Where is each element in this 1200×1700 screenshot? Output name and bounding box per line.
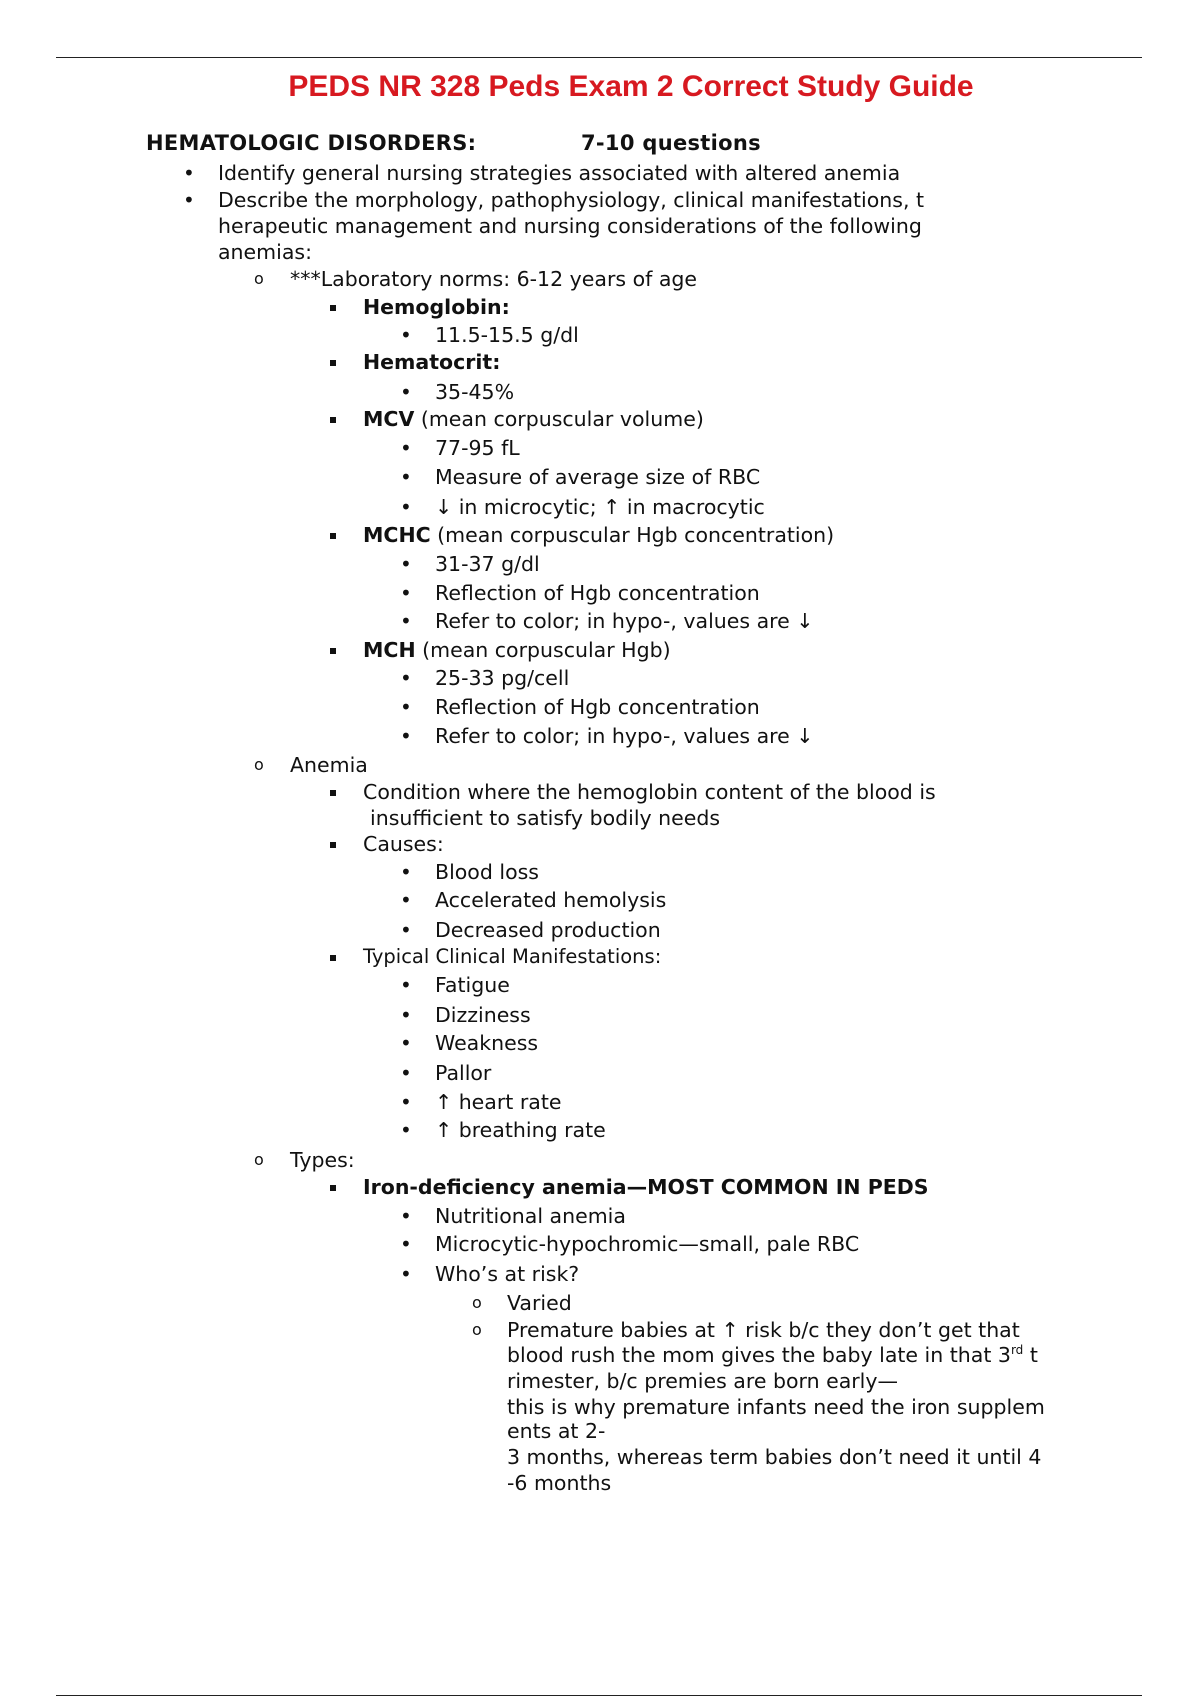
hematocrit-value: 35-45% bbox=[435, 380, 515, 404]
mchc-desc: (mean corpuscular Hgb concentration) bbox=[430, 523, 835, 547]
bullet-dot: • bbox=[400, 1061, 412, 1085]
risk-premature-line-7: -6 months bbox=[507, 1471, 612, 1495]
mchc-label bbox=[363, 522, 834, 548]
manifestations-label: Typical Clinical Manifestations: bbox=[363, 945, 662, 968]
bullet-dot: • bbox=[400, 860, 412, 884]
mchc-item: 31-37 g/dl bbox=[435, 552, 540, 576]
bullet-dot: • bbox=[400, 495, 412, 519]
section-heading bbox=[146, 131, 761, 155]
bullet-square bbox=[330, 955, 336, 961]
bullet-circle: o bbox=[254, 1150, 264, 1169]
mch-item: Reflection of Hgb concentration bbox=[435, 695, 760, 719]
mchc-abbr: MCHC bbox=[363, 523, 431, 547]
mchc-item: Refer to color; in hypo-, values are ↓ bbox=[435, 609, 814, 633]
bullet-square bbox=[330, 305, 336, 311]
bullet-dot: • bbox=[400, 1031, 412, 1055]
risk-premature-line-5: ents at 2- bbox=[507, 1419, 606, 1443]
anemia-definition-line-2: insufficient to satisfy bodily needs bbox=[370, 806, 721, 830]
mcv-label bbox=[363, 406, 704, 432]
bullet-dot: • bbox=[400, 436, 412, 460]
manifestation-item: ↑ heart rate bbox=[435, 1090, 562, 1114]
hemoglobin-label: Hemoglobin: bbox=[363, 295, 510, 319]
anemia-label: Anemia bbox=[290, 753, 368, 777]
lab-norms-label: ***Laboratory norms: 6-12 years of age bbox=[290, 267, 698, 291]
bullet-dot: • bbox=[400, 695, 412, 719]
hemoglobin-value: 11.5-15.5 g/dl bbox=[435, 323, 579, 347]
manifestation-item: ↑ breathing rate bbox=[435, 1118, 606, 1142]
section-heading-label: HEMATOLOGIC DISORDERS: bbox=[146, 131, 477, 155]
objective-1: Identify general nursing strategies associated with altered anemia bbox=[218, 161, 901, 185]
bullet-dot: • bbox=[400, 380, 412, 404]
bullet-dot: • bbox=[400, 1204, 412, 1228]
manifestation-item: Dizziness bbox=[435, 1003, 531, 1027]
bullet-dot: • bbox=[400, 1262, 412, 1286]
bullet-square bbox=[330, 842, 336, 848]
mch-abbr: MCH bbox=[363, 638, 416, 662]
bullet-circle: o bbox=[254, 755, 264, 774]
bullet-square bbox=[330, 360, 336, 366]
bullet-dot: • bbox=[400, 609, 412, 633]
iron-deficiency-item: Nutritional anemia bbox=[435, 1204, 626, 1228]
bullet-dot: • bbox=[400, 1118, 412, 1142]
iron-deficiency-item: Who’s at risk? bbox=[435, 1262, 580, 1286]
hematocrit-label: Hematocrit: bbox=[363, 350, 501, 374]
bullet-dot: • bbox=[400, 1003, 412, 1027]
ordinal-suffix: rd bbox=[1010, 1343, 1024, 1358]
question-count: 7-10 questions bbox=[581, 131, 761, 155]
bullet-dot: • bbox=[400, 666, 412, 690]
bullet-circle: o bbox=[472, 1320, 482, 1339]
objective-2-line-2: herapeutic management and nursing considerations of the following bbox=[218, 214, 922, 238]
anemia-definition-line-1: Condition where the hemoglobin content of the blood is bbox=[363, 780, 936, 804]
mch-item: Refer to color; in hypo-, values are ↓ bbox=[435, 724, 814, 748]
risk-premature-line-4: this is why premature infants need the iron supplem bbox=[507, 1395, 1045, 1419]
types-label: Types: bbox=[290, 1148, 355, 1172]
risk-varied: Varied bbox=[507, 1291, 572, 1315]
manifestation-item: Pallor bbox=[435, 1061, 492, 1085]
cause-item: Decreased production bbox=[435, 918, 661, 942]
bullet-dot: • bbox=[400, 1232, 412, 1256]
mch-desc: (mean corpuscular Hgb) bbox=[415, 638, 671, 662]
bullet-square bbox=[330, 790, 336, 796]
bullet-circle: o bbox=[472, 1293, 482, 1312]
bullet-dot: • bbox=[183, 188, 195, 212]
mch-label bbox=[363, 637, 671, 663]
bullet-square bbox=[330, 533, 336, 539]
risk-premature-line-2a: blood rush the mom gives the baby late in that 3 bbox=[507, 1343, 1011, 1367]
page-title: PEDS NR 328 Peds Exam 2 Correct Study Guide bbox=[288, 70, 974, 103]
cause-item: Blood loss bbox=[435, 860, 539, 884]
bullet-dot: • bbox=[400, 552, 412, 576]
risk-premature-line-2 bbox=[507, 1342, 1038, 1368]
bottom-rule bbox=[56, 1695, 1142, 1696]
objective-2-line-3: anemias: bbox=[218, 240, 312, 264]
mcv-desc: (mean corpuscular volume) bbox=[414, 407, 704, 431]
mcv-item: ↓ in microcytic; ↑ in macrocytic bbox=[435, 495, 765, 519]
objective-2-line-1: Describe the morphology, pathophysiology, clinical manifestations, t bbox=[218, 188, 925, 212]
mcv-item: Measure of average size of RBC bbox=[435, 465, 761, 489]
risk-premature-line-3: rimester, b/c premies are born early— bbox=[507, 1369, 899, 1393]
mch-item: 25-33 pg/cell bbox=[435, 666, 570, 690]
manifestation-item: Fatigue bbox=[435, 973, 510, 997]
risk-premature-line-1: Premature babies at ↑ risk b/c they don’t get that bbox=[507, 1318, 1020, 1342]
bullet-dot: • bbox=[400, 581, 412, 605]
mcv-abbr: MCV bbox=[363, 407, 415, 431]
bullet-dot: • bbox=[400, 888, 412, 912]
mchc-item: Reflection of Hgb concentration bbox=[435, 581, 760, 605]
bullet-square bbox=[330, 417, 336, 423]
bullet-dot: • bbox=[400, 465, 412, 489]
bullet-dot: • bbox=[400, 323, 412, 347]
causes-label: Causes: bbox=[363, 832, 444, 856]
risk-premature-line-2b: t bbox=[1023, 1343, 1038, 1367]
bullet-dot: • bbox=[400, 918, 412, 942]
bullet-circle: o bbox=[254, 269, 264, 288]
cause-item: Accelerated hemolysis bbox=[435, 888, 667, 912]
risk-premature-line-6: 3 months, whereas term babies don’t need it until 4 bbox=[507, 1445, 1042, 1469]
bullet-dot: • bbox=[183, 161, 195, 185]
bullet-dot: • bbox=[400, 973, 412, 997]
bullet-dot: • bbox=[400, 724, 412, 748]
top-rule bbox=[56, 57, 1142, 58]
bullet-square bbox=[330, 648, 336, 654]
manifestation-item: Weakness bbox=[435, 1031, 539, 1055]
iron-deficiency-item: Microcytic-hypochromic—small, pale RBC bbox=[435, 1232, 860, 1256]
mcv-item: 77-95 fL bbox=[435, 436, 520, 460]
iron-deficiency-label: Iron-deficiency anemia—MOST COMMON IN PEDS bbox=[363, 1175, 929, 1199]
bullet-dot: • bbox=[400, 1090, 412, 1114]
bullet-square bbox=[330, 1185, 336, 1191]
